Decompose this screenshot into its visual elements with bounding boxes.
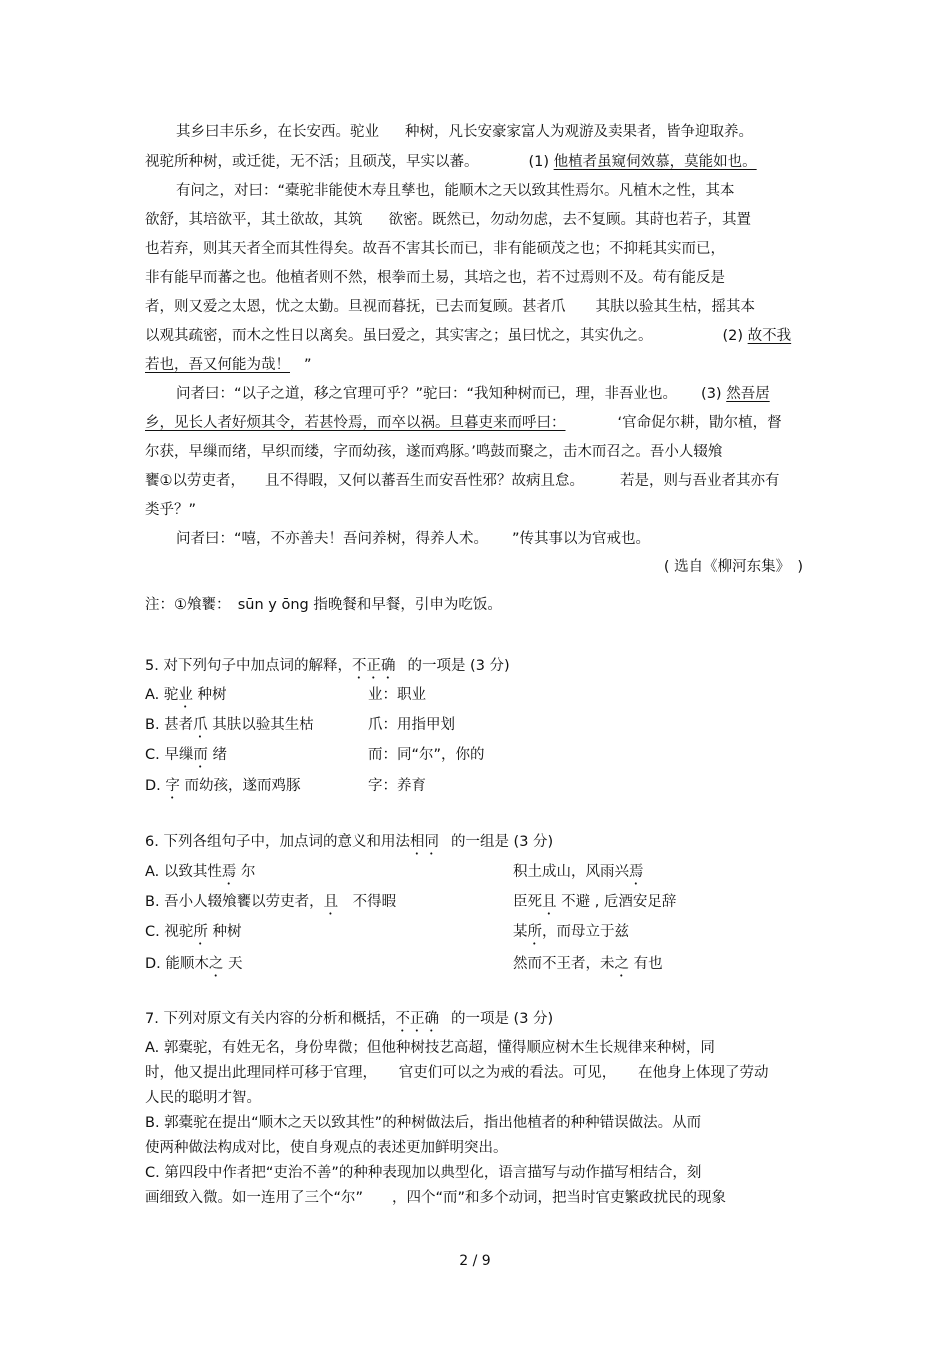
text-run: 欲密。既然已，勿动勿虑，去不复顾。其莳也若子，其置 xyxy=(388,212,751,228)
question-7-stem: 7. 下列对原文有关内容的分析和概括，不正确 的一项是 (3 分) xyxy=(145,1011,554,1027)
dotted-word: 业 xyxy=(178,687,193,703)
page-number: 2 / 9 xyxy=(459,1253,491,1269)
text-run: 种树，凡长安豪家富人为观游及卖果者，皆争迎取养。 xyxy=(405,124,753,140)
q7-option-b[interactable]: B. 郭橐驼在提出“顺木之天以致其性”的种树做法后，指出他植者的种种错误做法。从而 xyxy=(145,1115,702,1131)
question-6-stem: 6. 下列各组句子中，加点词的意义和用法相同 的一组是 (3 分) xyxy=(145,834,554,850)
text-run: 其乡曰丰乐乡，在长安西。驼业 xyxy=(176,124,379,140)
underlined-sentence: 若也，吾又何能为哉！ xyxy=(145,357,290,373)
sentence-marker: (1) xyxy=(528,154,554,170)
q5-option-d[interactable]: D. 字 而幼孩，遂而鸡豚 xyxy=(145,778,301,794)
passage-line xyxy=(145,326,791,346)
passage-line xyxy=(145,471,780,491)
passage-line xyxy=(145,413,782,433)
question-5-stem: 5. 对下列句子中加点词的解释，不正确 的一项是 (3 分) xyxy=(145,658,510,674)
dotted-word: 所 xyxy=(527,924,542,940)
text-run: 视驼所种树，或迁徙，无不活；且硕茂，早实以蕃。 xyxy=(145,154,479,170)
q6-option-b-right: 臣死且 不避 , 卮酒安足辞 xyxy=(513,894,677,910)
q7-option-c[interactable]: C. 第四段中作者把“吏治不善”的种种表现加以典型化，语言描写与动作描写相结合，刻 xyxy=(145,1165,702,1181)
footnote: 注：①飧饔： sūn y ōng 指晚餐和早餐，引申为吃饭。 xyxy=(145,597,502,613)
dotted-emphasis: 不正确 xyxy=(395,1011,439,1027)
dotted-word: 所 xyxy=(193,924,208,940)
text-run: 尔获，早缫而 xyxy=(145,444,232,460)
passage-line xyxy=(176,181,735,201)
q5-option-a[interactable]: A. 驼业 种树 xyxy=(145,687,227,703)
passage-line xyxy=(145,210,751,230)
text-run: 非有能早而蕃之也。他植者则不然，根拳而土易，其培之也，若不过焉则不及。苟有能反是 xyxy=(145,270,725,286)
passage-line xyxy=(145,355,312,375)
passage-line xyxy=(176,529,650,549)
passage-line xyxy=(145,239,725,259)
text-run: ‘官命促尔耕，勖尔植，督 xyxy=(617,415,782,431)
q7-option-a[interactable]: A. 郭橐驼，有姓无名，身份卑微；但他种树技艺高超，懂得顺应树木生长规律来种树，同 xyxy=(145,1040,715,1056)
text-run: 若是，则与吾业者其亦有 xyxy=(620,473,780,489)
text-run: 也若弃，则其天者全而其性得矣。故吾不害其长而已，非有能硕茂之也；不抑耗其实而已， xyxy=(145,241,725,257)
text-run: 其肤以验其生枯，摇其本 xyxy=(595,299,755,315)
q6-option-d-right: 然而不王者，未之 有也 xyxy=(513,956,663,972)
q5-option-c[interactable]: C. 早缫而 绪 xyxy=(145,747,227,763)
q5-option-d-explanation: 字：养育 xyxy=(368,778,426,794)
q7-option-a-cont: 时，他又提出此理同样可移于官理， 官吏们可以之为戒的看法。可见， 在他身上体现了劳动 xyxy=(145,1065,769,1081)
q7-option-a-cont: 人民的聪明才智。 xyxy=(145,1090,261,1106)
q5-option-a-explanation: 业：职业 xyxy=(368,687,426,703)
text-run: 绪，早织而缕，字 xyxy=(232,444,348,460)
text-run: 以观其疏密，而木之性日以离矣。虽曰爱之，其实害之；虽曰忧之，其实仇之。 xyxy=(145,328,653,344)
text-run: ” xyxy=(304,357,312,373)
source-citation: ( 选自《柳河东集》 ) xyxy=(663,559,803,575)
dotted-word: 焉 xyxy=(629,864,644,880)
underlined-sentence: 他植者虽窥伺效慕，莫能如也。 xyxy=(553,154,757,170)
dotted-word: 且 xyxy=(542,894,557,910)
text-run: 有问之，对曰：“橐驼非能使木寿且孳也，能顺木之天以致其性焉尔。凡植木之性，其本 xyxy=(176,183,735,199)
passage-line xyxy=(145,442,722,462)
dotted-word: 字 xyxy=(165,778,180,794)
dotted-word: 且 xyxy=(323,894,339,910)
text-run: 类乎？” xyxy=(145,502,197,518)
q6-option-c[interactable]: C. 视驼所 种树 xyxy=(145,924,242,940)
text-run: 者，则又爱之太恩，忧之太勤。旦视而暮抚，已去而复顾。甚者爪 xyxy=(145,299,566,315)
q6-option-a[interactable]: A. 以致其性焉 尔 xyxy=(145,864,256,880)
passage-line xyxy=(176,384,770,404)
passage-line xyxy=(145,297,755,317)
dotted-word: 之 xyxy=(614,956,629,972)
underlined-sentence: 故不我 xyxy=(747,328,792,344)
sentence-marker: (2) xyxy=(722,328,748,344)
text-run: ”传其事以为官戒也。 xyxy=(512,531,651,547)
dotted-word: 焉 xyxy=(221,864,237,880)
passage-line xyxy=(145,152,757,172)
passage-line xyxy=(145,500,196,520)
passage-line xyxy=(145,268,725,288)
dotted-word: 爪 xyxy=(193,717,208,733)
q6-option-b[interactable]: B. 吾小人辍飧饔以劳吏者，且 不得暇 xyxy=(145,894,397,910)
dotted-word: 之 xyxy=(208,956,224,972)
text-run: 问者曰：“以子之道，移之官理可乎？”驼曰：“我知种树而已，理，非吾业也。 xyxy=(176,386,678,402)
text-run: 而幼孩，遂而鸡豚。’鸣鼓而聚之，击木而召之。吾小人辍飧 xyxy=(348,444,723,460)
text-run: 且不得暇，又何以蕃吾生而安吾性邪？故病且怠。 xyxy=(265,473,584,489)
q5-option-b[interactable]: B. 甚者爪 其肤以验其生枯 xyxy=(145,717,314,733)
q7-option-c-cont: 画细致入微。如一连用了三个“尔” ，四个“而”和多个动词，把当时官吏繁政扰民的现象 xyxy=(145,1190,727,1206)
text-run: 欲舒，其培欲平，其土欲故，其筑 xyxy=(145,212,363,228)
q5-option-c-explanation: 而：同“尔”，你的 xyxy=(368,747,485,763)
q6-option-d[interactable]: D. 能顺木之 天 xyxy=(145,956,243,972)
text-run: 饔①以劳吏者， xyxy=(145,473,245,489)
passage-line xyxy=(176,122,753,148)
q6-option-c-right: 某所，而母立于兹 xyxy=(513,924,629,940)
dotted-word: 而 xyxy=(193,747,208,763)
q7-option-b-cont: 使两种做法构成对比，使自身观点的表述更加鲜明突出。 xyxy=(145,1140,508,1156)
q5-option-b-explanation: 爪：用指甲划 xyxy=(368,717,455,733)
underlined-sentence: 然吾居 xyxy=(726,386,770,402)
q6-option-a-right: 积土成山，风雨兴焉 xyxy=(513,864,644,880)
sentence-marker: (3) xyxy=(701,386,727,402)
dotted-emphasis: 相同 xyxy=(409,834,439,850)
underlined-sentence: 乡，见长人者好烦其令，若甚怜焉，而卒以祸。旦暮吏来而呼曰： xyxy=(145,415,566,431)
dotted-emphasis: 不正确 xyxy=(351,658,396,674)
text-run: 问者曰：“嘻，不亦善夫！吾问养树，得养人术。 xyxy=(176,531,489,547)
